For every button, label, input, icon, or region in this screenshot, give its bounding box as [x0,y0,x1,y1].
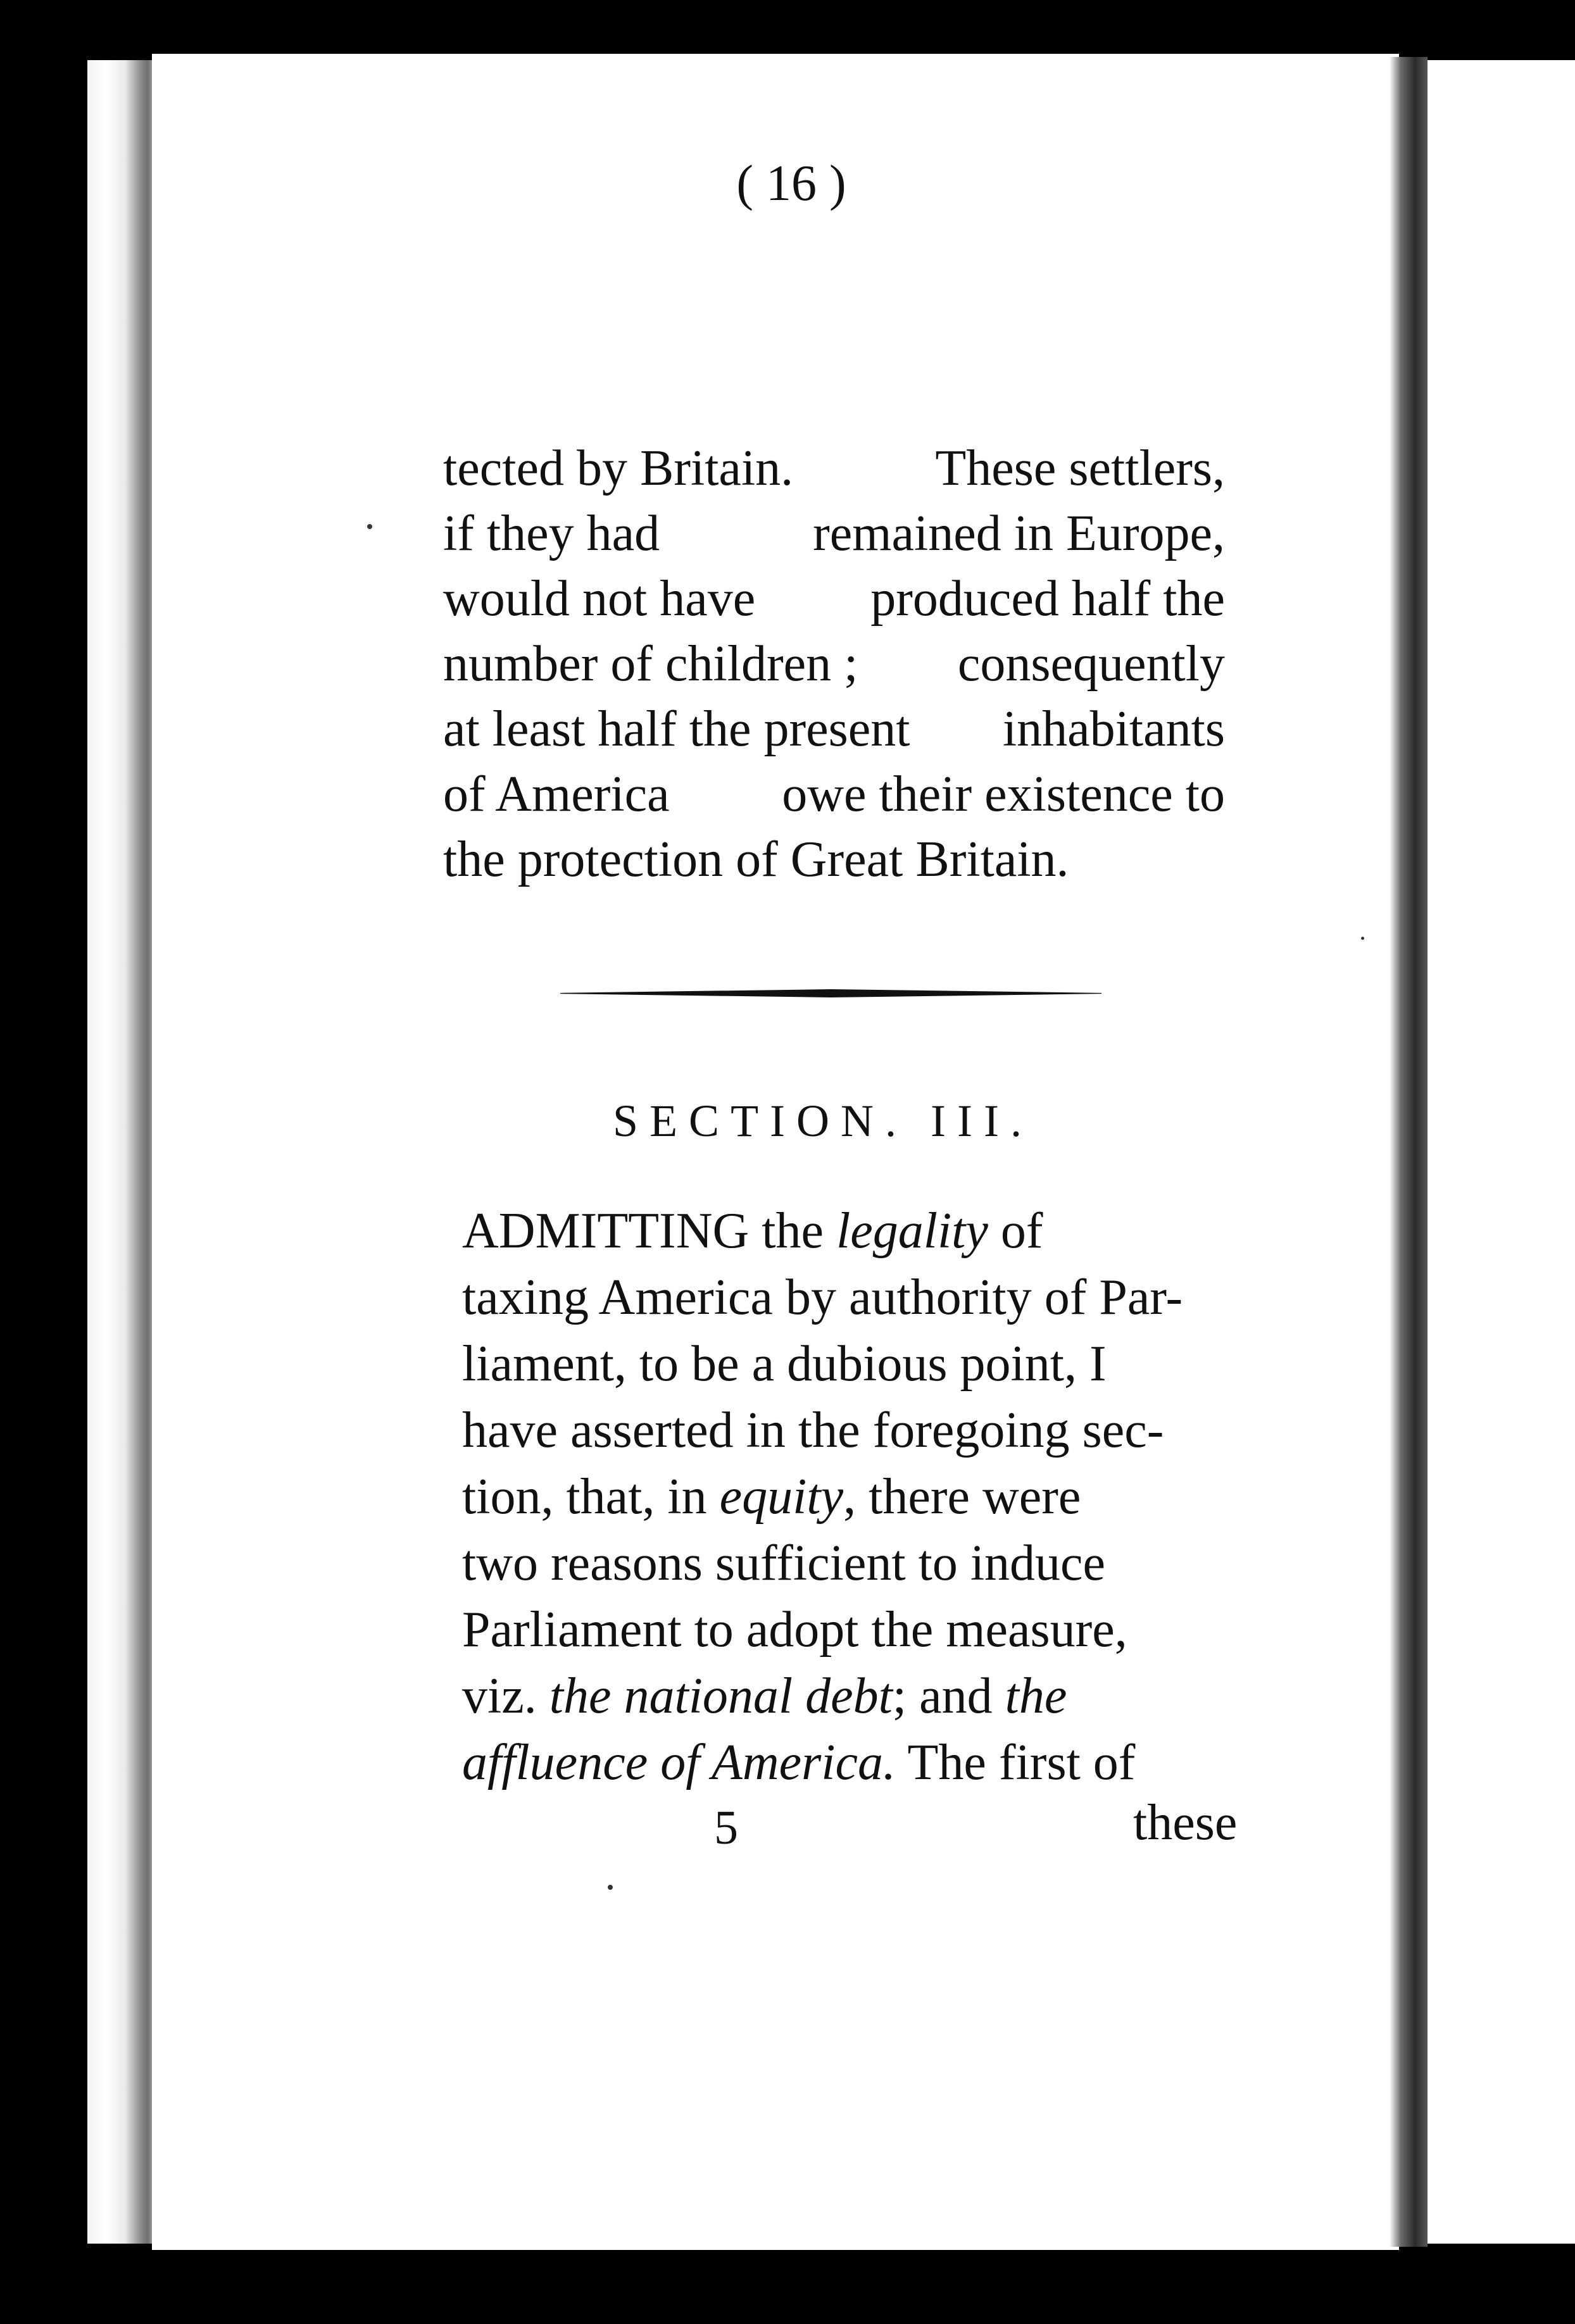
text-line [443,567,1225,630]
text-fragment: number of children ; [443,636,858,692]
italic-text: legality [836,1203,988,1259]
text-line [462,1665,1234,1728]
italic-text: the [1005,1668,1067,1724]
text-fragment: tion, that, in [462,1469,720,1525]
text-fragment: if they had [443,506,660,561]
text-fragment: would not have [443,571,756,627]
text-line [462,1465,1234,1528]
text-line [443,828,1225,891]
text-fragment: These settlers, [935,440,1225,496]
text-fragment: two reasons sufficient to induce [462,1535,1106,1591]
text-line [462,1399,1234,1462]
text-line [443,437,1225,500]
text-fragment: , there were [843,1469,1081,1525]
ink-speck [367,524,372,529]
italic-text: equity [719,1469,844,1525]
text-fragment: the protection of Great Britain. [443,832,1069,887]
text-fragment: liament, to be a dubious point, I [462,1336,1107,1392]
text-fragment: ; and [892,1668,1005,1724]
section-heading: SECTION. III. [613,1096,1033,1146]
text-fragment: Parliament to adopt the measure, [462,1602,1127,1658]
text-line [462,1731,1234,1794]
catchword: these [1133,1795,1238,1851]
text-fragment: at least half the present [443,701,910,757]
text-line [462,1532,1234,1595]
text-fragment: owe their existence to [782,766,1225,822]
text-fragment: inhabitants [1002,701,1225,757]
text-fragment: remained in Europe, [813,506,1225,561]
signature-mark: 5 [714,1801,738,1854]
book-left-edge [87,60,157,2244]
text-line [462,1332,1234,1396]
text-fragment: of America [443,766,670,822]
text-fragment: taxing America by authority of Par- [462,1270,1183,1325]
text-line [462,1598,1234,1661]
text-fragment: of [988,1203,1043,1259]
text-fragment: produced half the [870,571,1225,627]
book-page [152,54,1399,2250]
italic-text: affluence of America. [462,1735,896,1790]
text-fragment: tected by Britain. [443,440,794,496]
text-line [443,697,1225,761]
text-fragment: ADMITTING the [462,1203,836,1259]
text-line [443,632,1225,696]
text-fragment: viz. [462,1668,549,1724]
text-fragment: The first of [896,1735,1136,1790]
ink-speck [1361,937,1364,940]
text-line [462,1266,1234,1329]
italic-text: the national debt [549,1668,893,1724]
text-line [443,763,1225,826]
text-fragment: consequently [957,636,1225,692]
text-line [462,1199,1234,1263]
facing-page-edge [1428,60,1575,2244]
book-gutter [1390,57,1428,2247]
page-number: ( 16 ) [736,156,846,211]
text-fragment: have asserted in the foregoing sec- [462,1403,1164,1458]
ink-speck [608,1885,613,1890]
text-line [443,502,1225,565]
